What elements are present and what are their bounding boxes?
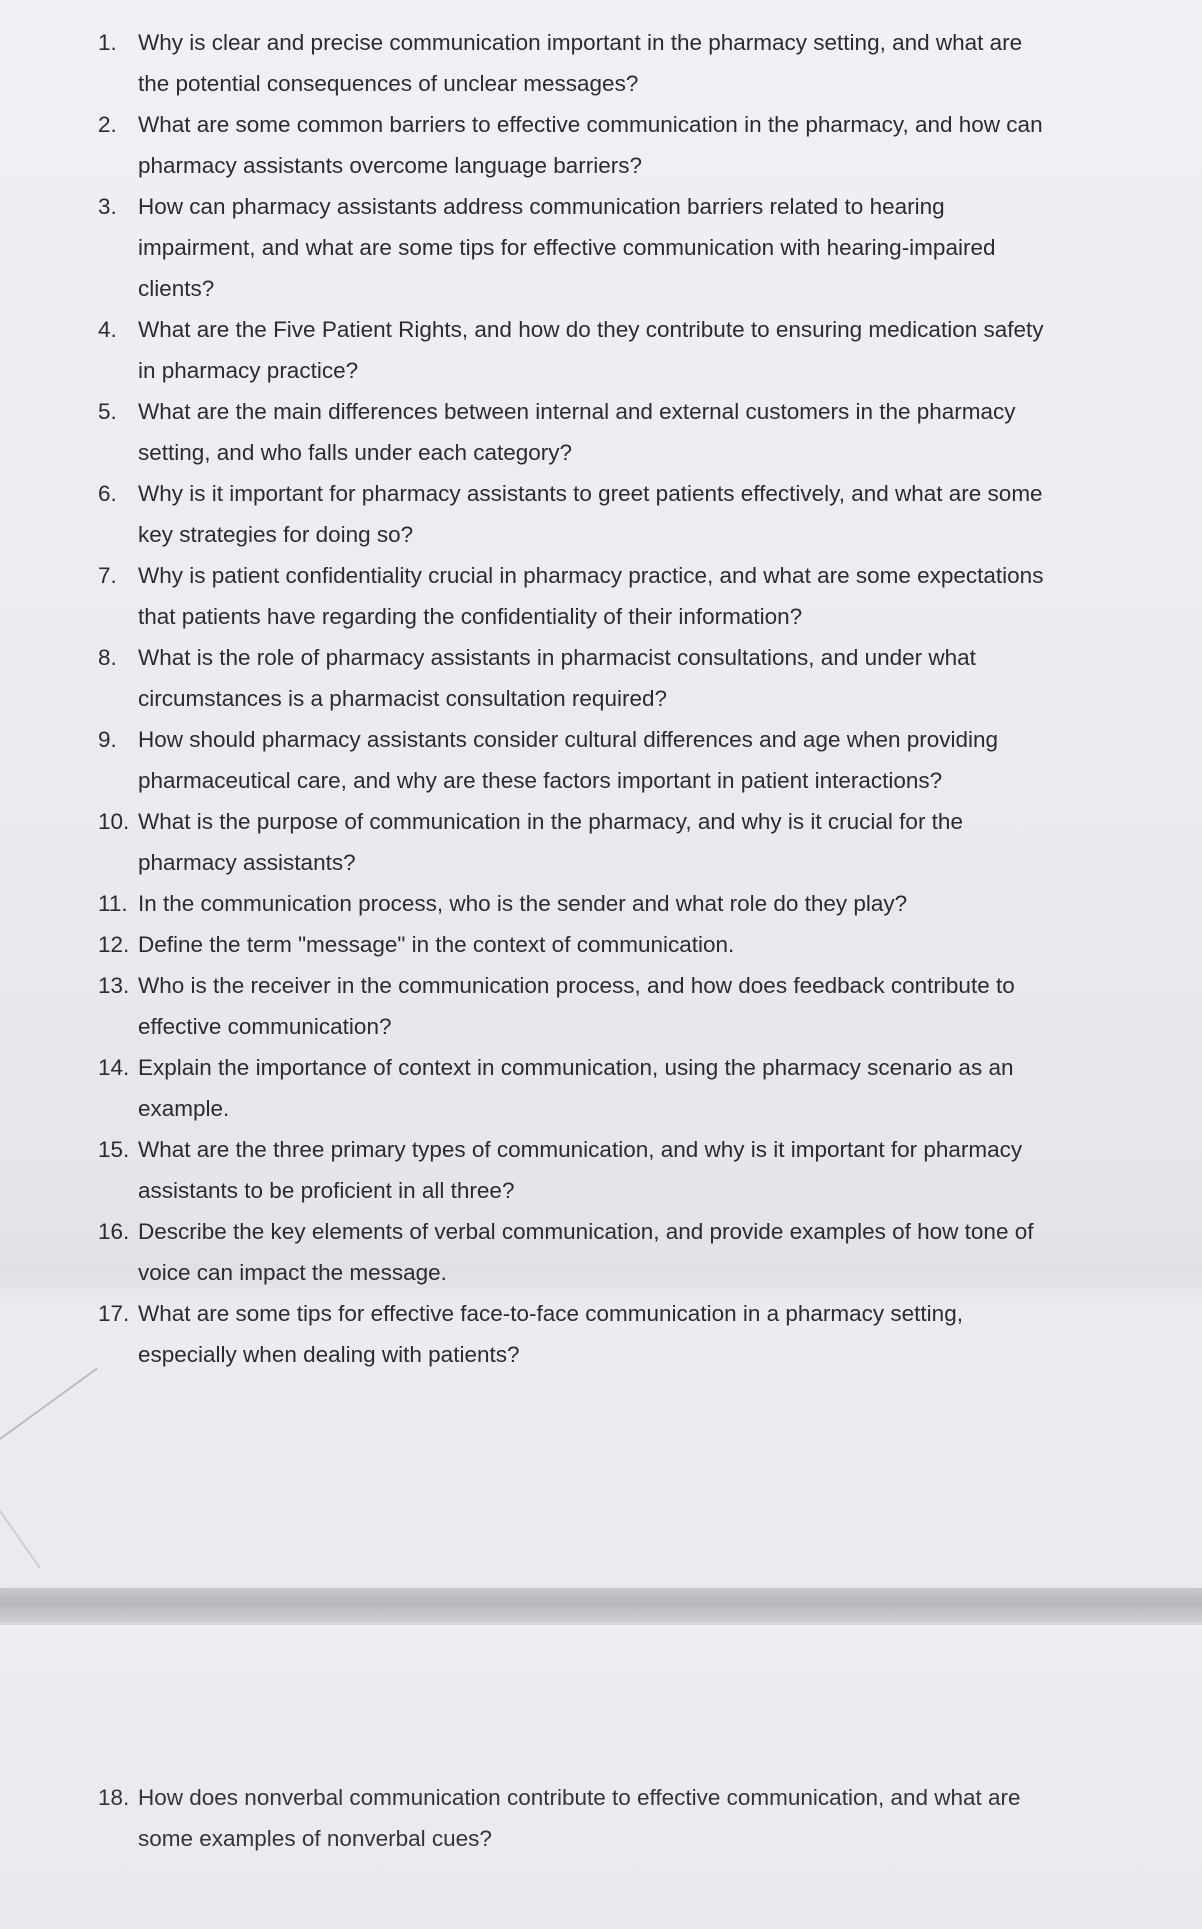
question-item bbox=[98, 883, 1078, 924]
question-text: How does nonverbal communication contribute to effective communication, and what are some examples of nonverbal cues? bbox=[138, 1785, 1021, 1851]
question-text: In the communication process, who is the sender and what role do they play? bbox=[138, 891, 908, 916]
question-item bbox=[98, 104, 1078, 186]
question-number: 3. bbox=[98, 194, 117, 219]
question-item bbox=[98, 1777, 1078, 1859]
question-text: What are the Five Patient Rights, and how do they contribute to ensuring medication safety in pharmacy practice? bbox=[138, 317, 1044, 383]
page-divider bbox=[0, 1588, 1202, 1622]
question-number: 12. bbox=[98, 932, 130, 957]
question-item bbox=[98, 801, 1078, 883]
question-item bbox=[98, 924, 1078, 965]
question-item bbox=[98, 637, 1078, 719]
question-number: 5. bbox=[98, 399, 117, 424]
question-text: What is the purpose of communication in the pharmacy, and why is it crucial for the pharmacy assistants? bbox=[138, 809, 963, 875]
question-text: What is the role of pharmacy assistants in pharmacist consultations, and under what circumstances is a pharmacist consultation required? bbox=[138, 645, 976, 711]
question-number: 17. bbox=[98, 1301, 130, 1326]
question-item bbox=[98, 186, 1078, 309]
question-number: 7. bbox=[98, 563, 117, 588]
question-item bbox=[98, 22, 1078, 104]
question-number: 15. bbox=[98, 1137, 130, 1162]
question-text: Why is it important for pharmacy assistants to greet patients effectively, and what are some key strategies for doing so? bbox=[138, 481, 1043, 547]
question-number: 4. bbox=[98, 317, 117, 342]
question-number: 13. bbox=[98, 973, 130, 998]
question-item bbox=[98, 965, 1078, 1047]
question-item bbox=[98, 1047, 1078, 1129]
question-text: Explain the importance of context in communication, using the pharmacy scenario as an example. bbox=[138, 1055, 1014, 1121]
question-item bbox=[98, 309, 1078, 391]
question-item bbox=[98, 719, 1078, 801]
question-item bbox=[98, 391, 1078, 473]
question-text: What are the three primary types of communication, and why is it important for pharmacy assistants to be proficient in all three? bbox=[138, 1137, 1023, 1203]
question-item bbox=[98, 1129, 1078, 1211]
question-text: Why is patient confidentiality crucial in pharmacy practice, and what are some expectations that patients have regarding the confidentiality of their information? bbox=[138, 563, 1044, 629]
question-number: 8. bbox=[98, 645, 117, 670]
paper-crease bbox=[0, 1368, 98, 1440]
question-text: Why is clear and precise communication important in the pharmacy setting, and what are the potential consequences of unclear messages? bbox=[138, 30, 1023, 96]
question-text: Describe the key elements of verbal communication, and provide examples of how tone of voice can impact the message. bbox=[138, 1219, 1034, 1285]
paper-crease bbox=[0, 1510, 41, 1568]
question-text: What are the main differences between internal and external customers in the pharmacy setting, and who falls under each category? bbox=[138, 399, 1016, 465]
question-number: 1. bbox=[98, 30, 117, 55]
question-number: 9. bbox=[98, 727, 117, 752]
question-number: 11. bbox=[98, 891, 128, 916]
question-text: How should pharmacy assistants consider cultural differences and age when providing pharmaceutical care, and why are these factors important in patient interactions? bbox=[138, 727, 999, 793]
question-text: How can pharmacy assistants address communication barriers related to hearing impairment, and what are some tips for effective communication with hearing-impaired clients? bbox=[138, 194, 996, 301]
question-item bbox=[98, 1211, 1078, 1293]
question-item bbox=[98, 473, 1078, 555]
question-number: 10. bbox=[98, 809, 130, 834]
question-text: What are some tips for effective face-to-face communication in a pharmacy setting, especially when dealing with patients? bbox=[138, 1301, 963, 1367]
question-number: 2. bbox=[98, 112, 117, 137]
question-list bbox=[98, 22, 1078, 1375]
question-text: Define the term "message" in the context of communication. bbox=[138, 932, 735, 957]
question-number: 6. bbox=[98, 481, 117, 506]
question-number: 18. bbox=[98, 1785, 130, 1810]
question-item bbox=[98, 1293, 1078, 1375]
question-text: What are some common barriers to effective communication in the pharmacy, and how can pharmacy assistants overcome language barriers? bbox=[138, 112, 1043, 178]
question-number: 14. bbox=[98, 1055, 130, 1080]
question-text: Who is the receiver in the communication process, and how does feedback contribute to effective communication? bbox=[138, 973, 1015, 1039]
question-item bbox=[98, 555, 1078, 637]
question-number: 16. bbox=[98, 1219, 130, 1244]
